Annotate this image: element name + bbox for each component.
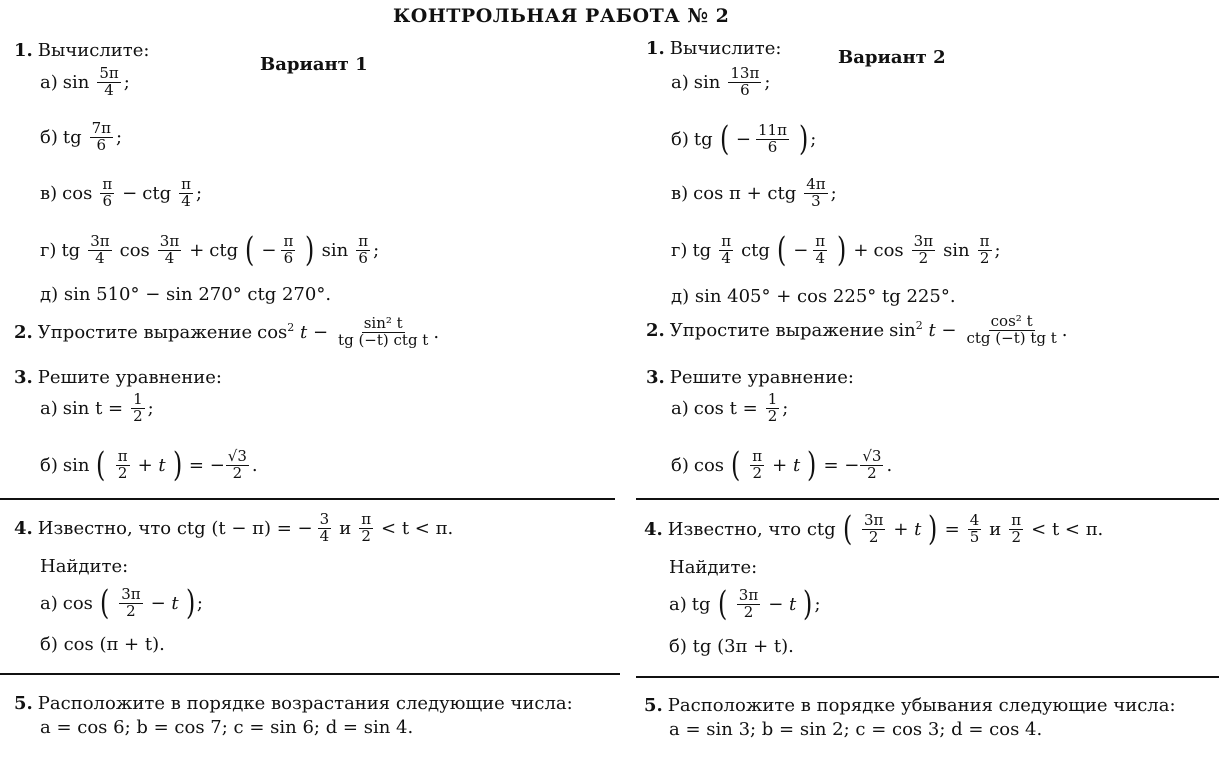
fraction: $\frac{\pi}{4}$: [815, 231, 826, 267]
fraction: $\frac{7\pi}{6}$: [91, 119, 112, 154]
fraction: $\frac{4}{5}$: [969, 510, 980, 546]
fraction: $\frac{\pi}{4}$: [181, 175, 191, 210]
task3-item-a: а) sin t = $\frac{1}{2}$ ;: [40, 390, 154, 425]
operator: −: [122, 182, 138, 204]
task3-heading: [646, 367, 854, 388]
page-title: КОНТРОЛЬНАЯ РАБОТА № 2: [393, 5, 730, 27]
fraction: $\frac{1}{2}$: [767, 390, 778, 425]
task-number: 2.: [646, 319, 665, 341]
fraction: $\frac{\pi}{6}$: [283, 231, 294, 267]
item-label: б): [40, 126, 58, 148]
task1-item-b: б) tg $\frac{7\pi}{6}$ ;: [40, 119, 123, 154]
func: ctg: [142, 182, 172, 204]
func: tg: [693, 128, 713, 150]
fraction: $\frac{\pi}{6}$: [102, 175, 113, 210]
task1-heading: [14, 40, 149, 61]
func: tg: [61, 239, 81, 261]
task4-item-b: [669, 636, 794, 657]
fraction: $\frac{3\pi}{2}$: [863, 510, 884, 546]
func: ctg: [209, 239, 239, 261]
fraction: $\frac{\pi}{6}$: [358, 231, 369, 267]
fraction: $\frac{4\pi}{3}$: [806, 175, 826, 210]
task-number: 4.: [14, 517, 33, 539]
task-number: 1.: [646, 38, 665, 59]
item-label: б): [669, 636, 687, 657]
task-text: Вычислите:: [37, 40, 150, 61]
task3-heading: [14, 367, 222, 388]
item-label: в): [671, 182, 689, 204]
fraction: $\frac{\pi}{2}$: [979, 231, 990, 267]
fraction: $\frac{11\pi}{6}$: [757, 120, 787, 156]
task-number: 5.: [14, 693, 33, 714]
task-number: 5.: [644, 695, 663, 716]
task2: 2. Упростите выражение $\sin^2 t$ − $\frac{\text{cos² t}}{\text{ctg (−t) tg t}}$ .: [646, 312, 1068, 347]
fraction: $\frac{\pi}{2}$: [361, 510, 372, 545]
fraction: $\frac{13\pi}{6}$: [730, 64, 760, 99]
fraction: $\frac{1}{2}$: [133, 390, 143, 425]
task4-heading: 4. Известно, что ctg ( $\frac{3\pi}{2}$ + t ) = $\frac{4}{5}$ и $\frac{\pi}{2}$ < t < π.: [644, 509, 1104, 549]
task-number: 3.: [646, 367, 665, 388]
fraction: $\frac{3\pi}{4}$: [90, 231, 110, 267]
task1-item-g: г) tg $\frac{\pi}{4}$ ctg ( − $\frac{\pi}{4}$ ) + cos $\frac{3\pi}{2}$ sin $\frac{\pi}{2}$ ;: [671, 230, 1001, 270]
task5-values: a = cos 6; b = cos 7; c = sin 6; d = sin 4.: [40, 717, 414, 738]
task5: [14, 693, 573, 714]
task1-item-v: в) cos π + ctg $\frac{4\pi}{3}$ ;: [671, 175, 837, 210]
func: sin: [943, 239, 970, 261]
task1-heading: [646, 38, 781, 59]
fraction: $\frac{√3}{2}$: [227, 446, 247, 482]
fraction: $\frac{3\pi}{2}$: [738, 585, 759, 621]
task3-item-b: б) sin ( $\frac{\pi}{2}$ + t ) = − $\frac{√3}{2}$ .: [40, 445, 258, 485]
task-text: Решите уравнение:: [37, 367, 222, 388]
task3-item-b: б) cos ( $\frac{\pi}{2}$ + t ) = − $\frac{√3}{2}$ .: [671, 445, 893, 485]
func: tg: [62, 126, 82, 148]
task4-item-a: а) tg ( $\frac{3\pi}{2}$ − t ) ;: [669, 584, 821, 624]
fraction: $\frac{\pi}{2}$: [117, 446, 128, 482]
item-label: а): [671, 71, 689, 93]
func: cos: [62, 182, 93, 204]
task1-item-g: г) tg $\frac{3\pi}{4}$ cos $\frac{3\pi}{4}$ + ctg ( − $\frac{\pi}{6}$ ) sin $\frac{\pi}{6}$ ;: [40, 230, 380, 270]
task1-item-v: в) cos $\frac{\pi}{6}$ − ctg $\frac{\pi}{4}$ ;: [40, 175, 203, 210]
task-text: Вычислите:: [669, 38, 782, 59]
expression: sin t =: [62, 397, 124, 419]
fraction: $\frac{\text{sin² t}}{\text{tg (−t) ctg t}}$: [338, 314, 429, 349]
expression: tg (3π + t).: [692, 636, 794, 657]
expression: cos (π + t).: [63, 634, 165, 655]
fraction: $\frac{\pi}{2}$: [752, 446, 763, 482]
task-number: 4.: [644, 518, 663, 540]
func: sin: [62, 454, 90, 476]
func: cos: [873, 239, 904, 261]
divider-left-2: [0, 673, 620, 675]
func: ctg: [741, 239, 770, 261]
task-text: Расположите в порядке возрастания следующие числа:: [37, 693, 573, 714]
fraction: $\frac{\pi}{2}$: [1011, 510, 1022, 546]
item-label: д): [671, 286, 690, 307]
task1-item-a: а) sin $\frac{5\pi}{4}$ ;: [40, 64, 130, 99]
task1-item-a: а) sin $\frac{13\pi}{6}$ ;: [671, 64, 771, 99]
variant-1-label: Вариант 1: [260, 54, 368, 75]
task-number: 3.: [14, 367, 33, 388]
item-label: а): [40, 397, 58, 419]
task-text: Расположите в порядке убывания следующие числа:: [667, 695, 1176, 716]
item-label: б): [40, 454, 58, 476]
item-label: в): [40, 182, 58, 204]
task1-item-d: [671, 286, 956, 307]
func: cos: [119, 239, 150, 261]
task4-find: Найдите:: [40, 556, 129, 577]
task-number: 1.: [14, 40, 33, 61]
func: cos: [62, 592, 93, 614]
item-label: г): [40, 239, 57, 261]
func: sin: [321, 239, 349, 261]
fraction: $\frac{3\pi}{2}$: [913, 231, 934, 267]
task4-item-a: а) cos ( $\frac{3\pi}{2}$ − t ) ;: [40, 583, 203, 623]
task1-item-d: [40, 284, 331, 305]
fraction: $\frac{\pi}{4}$: [721, 231, 732, 267]
func: tg: [691, 593, 711, 615]
expression: cos t =: [693, 397, 758, 419]
task4-find: Найдите:: [669, 557, 758, 578]
fraction: $\frac{3}{4}$: [319, 510, 330, 545]
divider-left-1: [0, 498, 615, 500]
item-label: б): [671, 454, 689, 476]
task1-item-b: б) tg ( − $\frac{11\pi}{6}$ ) ;: [671, 119, 817, 159]
task4-item-b: [40, 634, 165, 655]
item-label: а): [40, 592, 58, 614]
fraction: $\frac{√3}{2}$: [862, 446, 882, 482]
task5-values: a = sin 3; b = sin 2; c = cos 3; d = cos 4.: [669, 719, 1043, 740]
item-label: а): [671, 397, 689, 419]
func: cos π + ctg: [693, 182, 797, 204]
operator: +: [853, 239, 869, 261]
func: sin: [62, 71, 90, 93]
item-label: д): [40, 284, 59, 305]
task4-heading: 4. Известно, что ctg (t − π) = − $\frac{3}{4}$ и $\frac{\pi}{2}$ < t < π.: [14, 510, 454, 545]
task-text: Решите уравнение:: [669, 367, 854, 388]
fraction: $\frac{3\pi}{4}$: [159, 231, 180, 267]
item-label: б): [671, 128, 689, 150]
item-label: б): [40, 634, 58, 655]
task-text: Упростите выражение: [37, 321, 253, 343]
divider-right-2: [636, 676, 1219, 678]
expression: sin 510° − sin 270° ctg 270°.: [63, 284, 332, 305]
divider-right-1: [636, 498, 1219, 500]
item-label: г): [671, 239, 688, 261]
func: sin: [693, 71, 721, 93]
func: cos: [693, 454, 725, 476]
task-text: Известно, что ctg (t − π) = −: [37, 517, 313, 539]
fraction: $\frac{3\pi}{2}$: [121, 584, 141, 620]
func: tg: [692, 239, 712, 261]
item-label: а): [40, 71, 58, 93]
item-label: а): [669, 593, 687, 615]
variant-2-label: Вариант 2: [838, 47, 946, 68]
task3-item-a: а) cos t = $\frac{1}{2}$ ;: [671, 390, 789, 425]
task-number: 2.: [14, 321, 33, 343]
task5: [644, 695, 1176, 716]
task-text: Упростите выражение: [669, 319, 885, 341]
task2: 2. Упростите выражение $\cos^2 t$ − $\frac{\text{sin² t}}{\text{tg (−t) ctg t}}$ .: [14, 314, 440, 349]
fraction: $\frac{5\pi}{4}$: [99, 64, 119, 99]
fraction: $\frac{\text{cos² t}}{\text{ctg (−t) tg t}}$: [966, 312, 1057, 347]
expression: sin 405° + cos 225° tg 225°.: [694, 286, 956, 307]
operator: +: [189, 239, 205, 261]
task-text: Известно, что ctg: [667, 518, 836, 540]
